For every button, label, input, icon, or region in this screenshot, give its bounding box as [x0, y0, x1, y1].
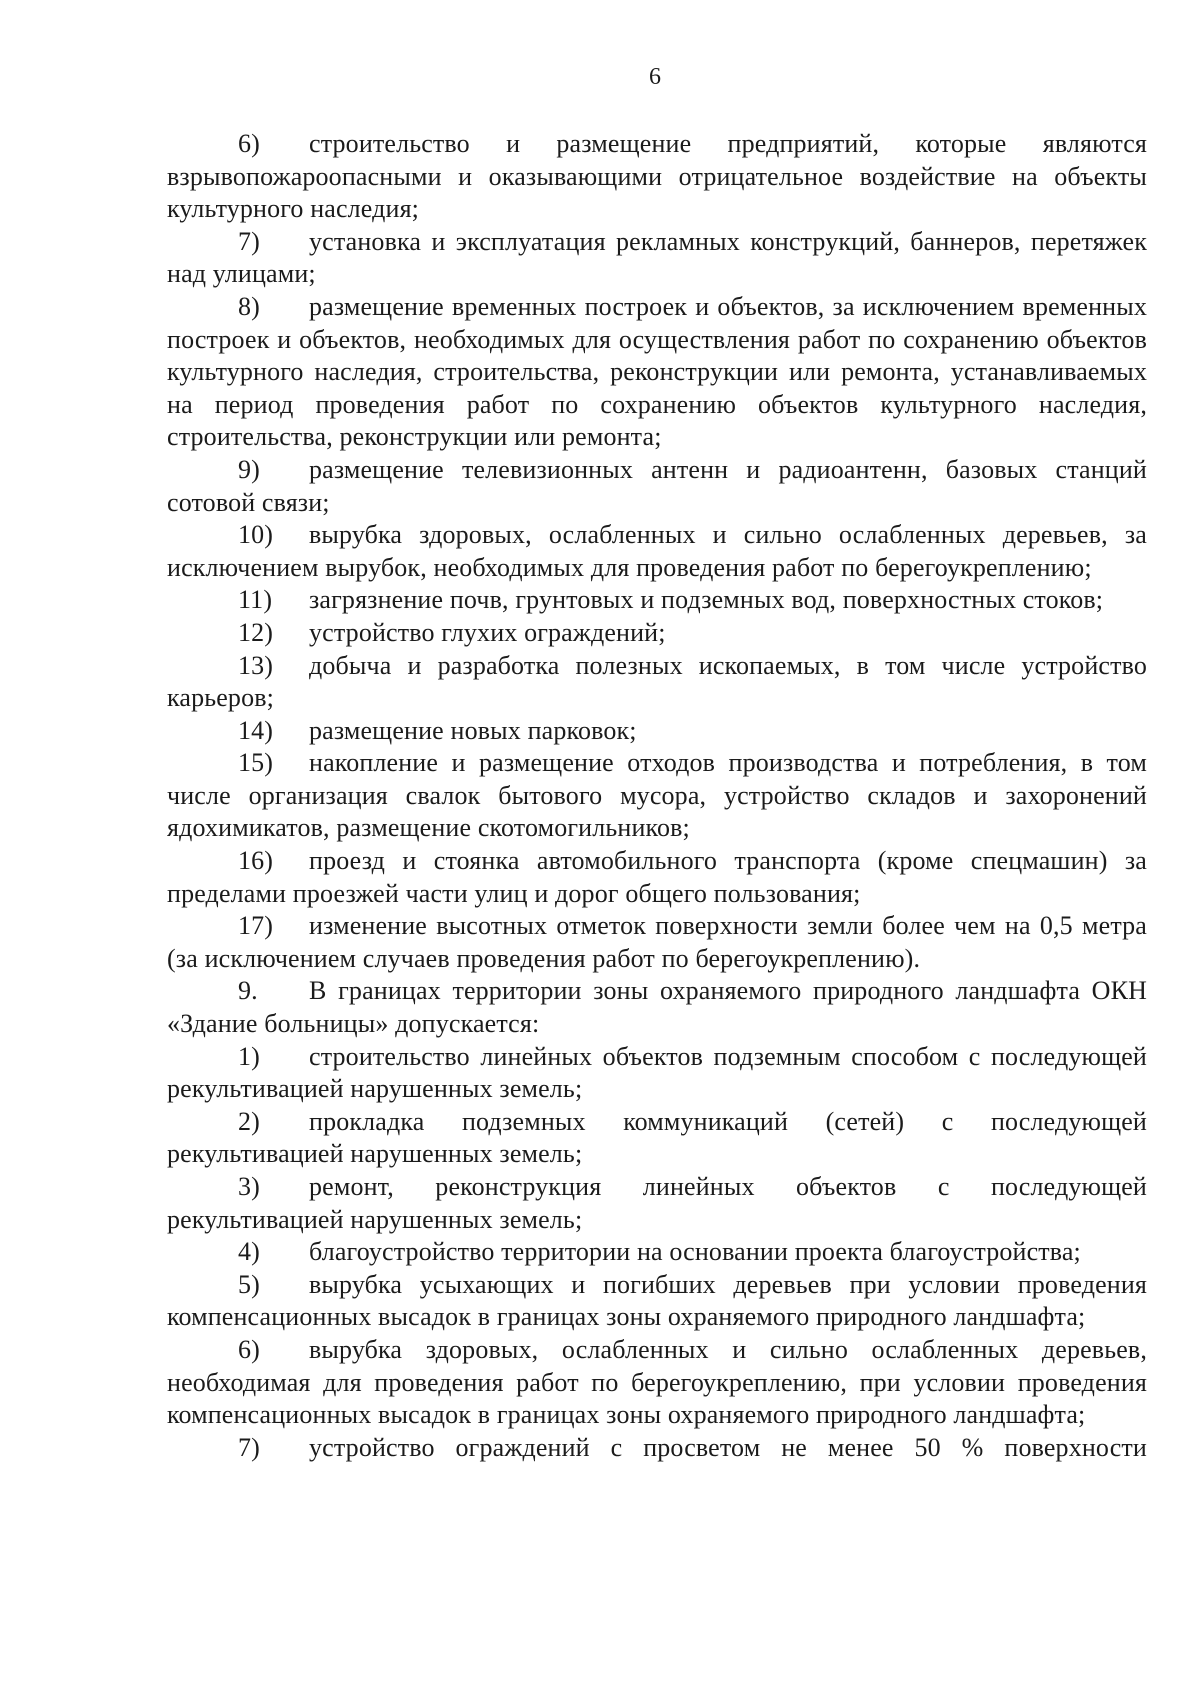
item-number: 6) [238, 129, 260, 158]
item-number: 12) [238, 617, 274, 647]
list-item [167, 1334, 1147, 1432]
item-number: 1) [238, 1041, 260, 1071]
section-number: 9. [238, 976, 258, 1006]
document-body [167, 128, 1147, 1464]
list-item [167, 128, 1147, 226]
item-number: 9) [238, 454, 260, 484]
item-number: 17) [238, 911, 274, 941]
page-number: 6 [649, 64, 661, 90]
item-text: вырубка здоровых, ослабленных и сильно ослабленных деревьев, за исключением вырубок, необходимых для проведения работ по берегоукреплению; [167, 520, 1147, 582]
list-item [167, 291, 1147, 454]
item-number: 16) [238, 846, 274, 876]
list-item [167, 747, 1147, 845]
item-text: загрязнение почв, грунтовых и подземных вод, поверхностных стоков; [309, 585, 1104, 615]
list-item [167, 454, 1147, 519]
item-text: прокладка подземных коммуникаций (сетей) с последующей рекультивацией нарушенных земель; [167, 1106, 1147, 1169]
item-text: устройство глухих ограждений; [309, 617, 666, 647]
item-number: 11) [238, 585, 273, 615]
item-number: 5) [238, 1269, 260, 1299]
item-number: 15) [238, 748, 274, 778]
list-item [167, 617, 1147, 650]
item-number: 3) [238, 1172, 260, 1201]
item-text: размещение временных построек и объектов, за исключением временных построек и объектов, необходимых для осуществления работ по сохранению объектов культурного наследия, строительства, реконструкции или ремонта, устанавливаемых на период проведения работ по сохранению объектов культурного наследия, строительства, реконструкции или ремонта; [167, 291, 1147, 452]
item-text: благоустройство территории на основании проекта благоустройства; [309, 1237, 1081, 1267]
item-number: 7) [238, 1432, 260, 1462]
list-item [167, 584, 1147, 617]
item-text: накопление и размещение отходов производства и потребления, в том числе организация свалок бытового мусора, устройство складов и захоронений ядохимикатов, размещение скотомогильников; [167, 748, 1147, 843]
section-paragraph [167, 975, 1147, 1040]
list-item [167, 845, 1147, 910]
item-number: 6) [238, 1334, 260, 1364]
list-item [167, 715, 1147, 748]
item-number: 4) [238, 1237, 260, 1267]
list-item [167, 1236, 1147, 1269]
list-item [167, 910, 1147, 975]
list-item [167, 1269, 1147, 1334]
section-text: В границах территории зоны охраняемого природного ландшафта ОКН «Здание больницы» допускается: [167, 976, 1147, 1039]
list-item [167, 1041, 1147, 1106]
list-item [167, 1432, 1147, 1465]
list-item [167, 519, 1147, 584]
item-text: установка и эксплуатация рекламных конструкций, баннеров, перетяжек над улицами; [167, 226, 1147, 289]
list-item [167, 226, 1147, 291]
item-number: 2) [238, 1106, 260, 1136]
item-text: размещение новых парковок; [309, 715, 637, 745]
item-text: вырубка здоровых, ослабленных и сильно ослабленных деревьев, необходимая для проведения работ по берегоукреплению, при условии проведения компенсационных высадок в границах зоны охраняемого природного ландшафта; [167, 1334, 1147, 1430]
list-item [167, 1171, 1147, 1236]
list-item [167, 650, 1147, 715]
item-text: размещение телевизионных антенн и радиоантенн, базовых станций сотовой связи; [167, 454, 1147, 517]
item-number: 10) [238, 520, 274, 550]
item-text: ремонт, реконструкция линейных объектов с последующей рекультивацией нарушенных земель; [167, 1172, 1147, 1234]
item-text: строительство линейных объектов подземным способом с последующей рекультивацией нарушенных земель; [167, 1041, 1147, 1104]
item-text: добыча и разработка полезных ископаемых, в том числе устройство карьеров; [167, 650, 1147, 713]
item-text: вырубка усыхающих и погибших деревьев при условии проведения компенсационных высадок в границах зоны охраняемого природного ландшафта; [167, 1269, 1147, 1332]
item-text: проезд и стоянка автомобильного транспорта (кроме спецмашин) за пределами проезжей части улиц и дорог общего пользования; [167, 846, 1147, 908]
item-text: изменение высотных отметок поверхности земли более чем на 0,5 метра (за исключением случаев проведения работ по берегоукреплению). [167, 911, 1147, 973]
item-text: устройство ограждений с просветом не менее 50 % поверхности [309, 1432, 1147, 1462]
item-number: 13) [238, 650, 274, 680]
item-number: 7) [238, 226, 260, 256]
item-number: 8) [238, 291, 260, 321]
list-item [167, 1106, 1147, 1171]
item-number: 14) [238, 715, 274, 745]
item-text: строительство и размещение предприятий, которые являются взрывопожароопасными и оказывающими отрицательное воздействие на объекты культурного наследия; [167, 129, 1147, 224]
